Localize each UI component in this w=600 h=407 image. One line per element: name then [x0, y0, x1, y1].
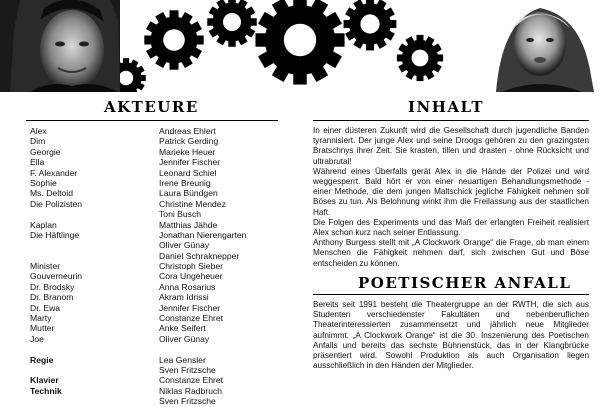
cast-role: Sophie [30, 177, 57, 188]
cast-role: Dim [30, 136, 46, 147]
cast-role: Minister [30, 261, 61, 272]
cast-role: Klavier [30, 375, 59, 386]
cast-actor: Oliver Günay [159, 333, 210, 344]
divider-inhalt [313, 120, 589, 121]
cast-actor: Toni Busch [159, 209, 202, 220]
cast-role: Technik [30, 385, 62, 396]
cast-actor: Oliver Günay [159, 240, 210, 251]
cast-role: Ms. Deltoid [30, 188, 73, 199]
cast-role: Die Polizisten [30, 198, 83, 209]
cast-actor: Irene Breunig [159, 177, 211, 188]
divider-akteure [26, 120, 278, 121]
cast-role: F. Alexander [30, 167, 78, 178]
inhalt-text [313, 126, 589, 269]
cast-role: Regie [30, 354, 54, 365]
section-title-akteure: AKTEURE [104, 98, 199, 116]
cast-actor: Anke Seifert [159, 323, 206, 334]
inhalt-paragraph: Anthony Burgess stellt mit „A Clockwork Orange“ die Frage, ob man einem Menschen die Fähigkeit nehmen darf, sich zwischen Gut und Böse entscheiden zu können. [313, 238, 589, 268]
cast-actor: Lea Gensler [159, 354, 206, 365]
cast-role: Dr. Branom [30, 292, 74, 303]
section-title-inhalt: INHALT [408, 98, 485, 116]
cast-actor: Sven Fritzsche [159, 364, 216, 375]
cast-actor: Daniel Schraknepper [159, 250, 240, 261]
cast-actor: Jennifer Fischer [159, 157, 221, 168]
cast-role: Die Häftlinge [30, 229, 80, 240]
cast-actor: Christine Mendez [159, 198, 226, 209]
cast-actor: Leonard Schiel [159, 167, 217, 178]
cast-actor: Matthias Jähde [159, 219, 218, 230]
cast-actor: Sven Fritzsche [159, 396, 216, 407]
cast-actor: Anna Rosarius [159, 281, 216, 292]
cast-role: Joe [30, 333, 44, 344]
cast-role: Georgie [30, 146, 61, 157]
cast-actor: Jennifer Fischer [159, 302, 221, 313]
cast-actor: Patrick Gerding [159, 136, 219, 147]
inhalt-paragraph: Die Folgen des Experiments und das Maß der erlangten Freiheit realisiert Alex schon kurz nach seiner Entlassung. [313, 217, 589, 238]
cast-actor: Andreas Ehlert [159, 126, 216, 136]
cast-actor: Christoph Sieber [159, 261, 224, 272]
cast-role: Mutter [30, 323, 55, 334]
cast-role: Dr. Ewa [30, 302, 61, 313]
section-title-poetischer-anfall: POETISCHER ANFALL [358, 274, 572, 292]
cast-role: Alex [30, 126, 47, 136]
cast-actor: Jonathan Nierengarten [159, 229, 247, 240]
header-banner [0, 0, 600, 92]
gears-graphic [120, 0, 480, 92]
poetischer-anfall-paragraph: Bereits seit 1991 besteht die Theatergruppe an der RWTH, die sich aus Studenten verschiedenster Fakultäten und nebenberuflichen Theaterinteressierten zusammensetzt und jährlich neue Mitglieder aufnimmt. „A Clockwork Orange“ ist die 30. Inszenierung des Poetischen Anfalls und bereits das sechste Bühnenstück, das in der Klangbrücke präsentiert wird. Sowohl Produktion als auch Organisation liegen ausschließlich in den Händen der Mitglieder. [313, 300, 589, 371]
inhalt-paragraph: Während eines Überfalls gerät Alex in die Hände der Polizei und wird weggesperrt. Bald hört er von einer neuartigen Behandlungsmethode - einer Methode, die dem jungen Maltschick jegliche Fähigkeit nehmen soll Böses zu tun. Als Belohnung winkt ihm die Freilassung aus der staatlichen Haft. [313, 166, 589, 217]
cast-actor: Niklas Radbruch [159, 385, 223, 396]
cast-actor: Constanze Ehret [159, 313, 224, 324]
cast-role: Ella [30, 157, 45, 168]
cast-role: Dr. Brodsky [30, 281, 75, 292]
inhalt-paragraph: In einer düsteren Zukunft wird die Gesellschaft durch jugendliche Banden tyrannisiert. Der junge Alex und seine Droogs gehören zu den grazingsten Bratschnys ihrer Zeit. Sie krasten, tillen und drasten - ohne Rücksicht und ultrabrutal! [313, 126, 589, 166]
cast-actor: Laura Bündgen [159, 188, 218, 199]
actress-photo-right [482, 0, 600, 92]
cast-actor: Marieke Heuer [159, 146, 216, 157]
actor-photo-left [0, 0, 128, 92]
cast-actor: Constanze Ehret [159, 375, 224, 386]
cast-actor: Akram Idrissi [159, 292, 209, 303]
poetischer-anfall-text [313, 300, 589, 371]
cast-role: Gouverneurin [30, 271, 83, 282]
divider-poetischer-anfall [313, 294, 589, 295]
cast-role: Marty [30, 313, 52, 324]
cast-role: Kaplan [30, 219, 57, 230]
cast-actor: Cora Ungeheuer [159, 271, 223, 282]
